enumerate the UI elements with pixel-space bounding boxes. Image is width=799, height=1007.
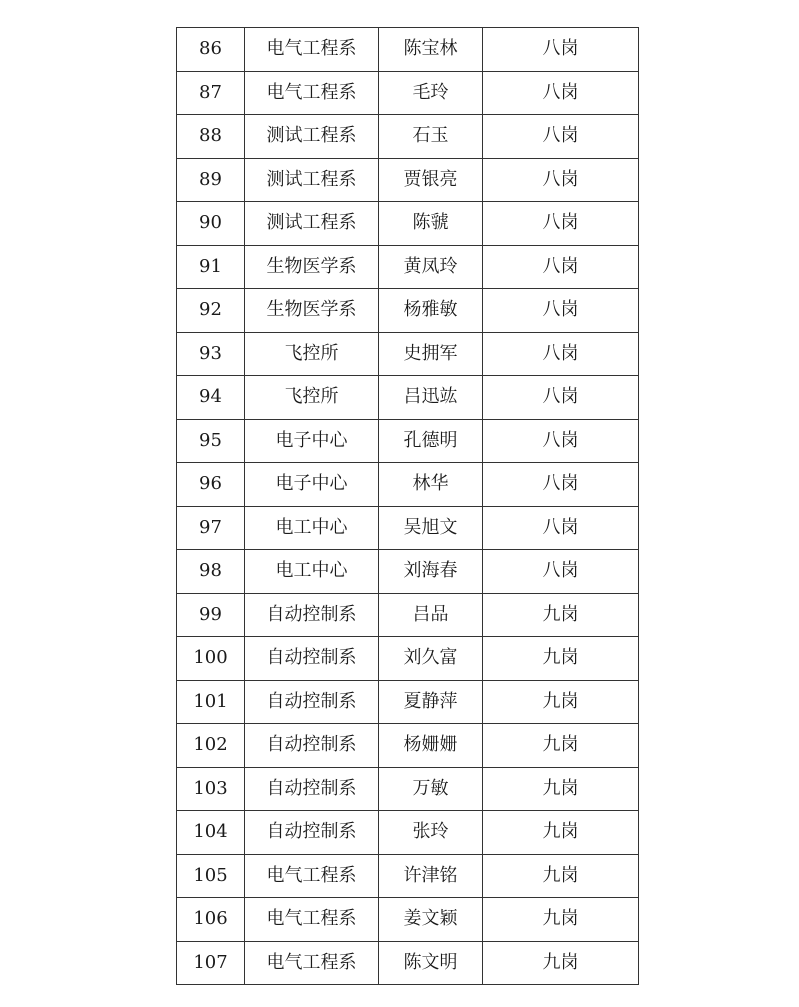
table-row [177, 158, 639, 202]
name-cell: 吴旭文 [379, 506, 483, 550]
table-row [177, 28, 639, 72]
department-cell: 电子中心 [245, 419, 379, 463]
row-number-cell: 105 [177, 854, 245, 898]
post-level-cell: 九岗 [483, 593, 639, 637]
post-level-cell: 九岗 [483, 854, 639, 898]
row-number-cell: 88 [177, 115, 245, 159]
row-number-cell: 107 [177, 941, 245, 985]
name-cell: 万敏 [379, 767, 483, 811]
table-row [177, 419, 639, 463]
table-row [177, 941, 639, 985]
name-cell: 姜文颖 [379, 898, 483, 942]
post-level-cell: 九岗 [483, 680, 639, 724]
department-cell: 测试工程系 [245, 202, 379, 246]
department-cell: 自动控制系 [245, 637, 379, 681]
staff-table [176, 27, 639, 985]
name-cell: 许津铭 [379, 854, 483, 898]
post-level-cell: 九岗 [483, 941, 639, 985]
name-cell: 石玉 [379, 115, 483, 159]
name-cell: 史拥军 [379, 332, 483, 376]
table-row [177, 593, 639, 637]
post-level-cell: 九岗 [483, 637, 639, 681]
table-row [177, 115, 639, 159]
row-number-cell: 93 [177, 332, 245, 376]
table-row [177, 376, 639, 420]
department-cell: 测试工程系 [245, 115, 379, 159]
post-level-cell: 八岗 [483, 550, 639, 594]
post-level-cell: 八岗 [483, 115, 639, 159]
table-row [177, 245, 639, 289]
post-level-cell: 八岗 [483, 28, 639, 72]
department-cell: 电气工程系 [245, 898, 379, 942]
name-cell: 陈文明 [379, 941, 483, 985]
name-cell: 夏静萍 [379, 680, 483, 724]
post-level-cell: 九岗 [483, 898, 639, 942]
department-cell: 电子中心 [245, 463, 379, 507]
row-number-cell: 103 [177, 767, 245, 811]
name-cell: 杨雅敏 [379, 289, 483, 333]
table-row [177, 767, 639, 811]
row-number-cell: 91 [177, 245, 245, 289]
row-number-cell: 101 [177, 680, 245, 724]
name-cell: 林华 [379, 463, 483, 507]
row-number-cell: 87 [177, 71, 245, 115]
row-number-cell: 94 [177, 376, 245, 420]
name-cell: 陈虢 [379, 202, 483, 246]
department-cell: 电气工程系 [245, 854, 379, 898]
row-number-cell: 92 [177, 289, 245, 333]
row-number-cell: 99 [177, 593, 245, 637]
row-number-cell: 102 [177, 724, 245, 768]
name-cell: 刘久富 [379, 637, 483, 681]
department-cell: 电气工程系 [245, 28, 379, 72]
department-cell: 生物医学系 [245, 245, 379, 289]
table-row [177, 811, 639, 855]
row-number-cell: 104 [177, 811, 245, 855]
name-cell: 刘海春 [379, 550, 483, 594]
post-level-cell: 八岗 [483, 332, 639, 376]
department-cell: 飞控所 [245, 376, 379, 420]
table-row [177, 289, 639, 333]
table-row [177, 550, 639, 594]
department-cell: 自动控制系 [245, 724, 379, 768]
table-row [177, 202, 639, 246]
row-number-cell: 89 [177, 158, 245, 202]
post-level-cell: 八岗 [483, 419, 639, 463]
name-cell: 吕品 [379, 593, 483, 637]
post-level-cell: 九岗 [483, 811, 639, 855]
row-number-cell: 98 [177, 550, 245, 594]
staff-table-body [177, 28, 639, 985]
table-row [177, 637, 639, 681]
department-cell: 电气工程系 [245, 71, 379, 115]
department-cell: 飞控所 [245, 332, 379, 376]
department-cell: 自动控制系 [245, 767, 379, 811]
post-level-cell: 九岗 [483, 767, 639, 811]
post-level-cell: 八岗 [483, 506, 639, 550]
department-cell: 电气工程系 [245, 941, 379, 985]
row-number-cell: 86 [177, 28, 245, 72]
row-number-cell: 96 [177, 463, 245, 507]
name-cell: 吕迅竑 [379, 376, 483, 420]
department-cell: 自动控制系 [245, 593, 379, 637]
department-cell: 测试工程系 [245, 158, 379, 202]
row-number-cell: 90 [177, 202, 245, 246]
post-level-cell: 八岗 [483, 376, 639, 420]
name-cell: 陈宝林 [379, 28, 483, 72]
table-row [177, 724, 639, 768]
department-cell: 电工中心 [245, 506, 379, 550]
row-number-cell: 95 [177, 419, 245, 463]
table-row [177, 898, 639, 942]
department-cell: 电工中心 [245, 550, 379, 594]
name-cell: 张玲 [379, 811, 483, 855]
name-cell: 毛玲 [379, 71, 483, 115]
post-level-cell: 八岗 [483, 202, 639, 246]
post-level-cell: 八岗 [483, 289, 639, 333]
row-number-cell: 106 [177, 898, 245, 942]
table-row [177, 506, 639, 550]
post-level-cell: 八岗 [483, 245, 639, 289]
table-row [177, 854, 639, 898]
name-cell: 孔德明 [379, 419, 483, 463]
name-cell: 黄凤玲 [379, 245, 483, 289]
department-cell: 自动控制系 [245, 680, 379, 724]
department-cell: 自动控制系 [245, 811, 379, 855]
post-level-cell: 九岗 [483, 724, 639, 768]
post-level-cell: 八岗 [483, 71, 639, 115]
table-row [177, 463, 639, 507]
table-row [177, 680, 639, 724]
department-cell: 生物医学系 [245, 289, 379, 333]
post-level-cell: 八岗 [483, 463, 639, 507]
name-cell: 杨姗姗 [379, 724, 483, 768]
row-number-cell: 100 [177, 637, 245, 681]
name-cell: 贾银亮 [379, 158, 483, 202]
table-row [177, 332, 639, 376]
post-level-cell: 八岗 [483, 158, 639, 202]
table-row [177, 71, 639, 115]
row-number-cell: 97 [177, 506, 245, 550]
